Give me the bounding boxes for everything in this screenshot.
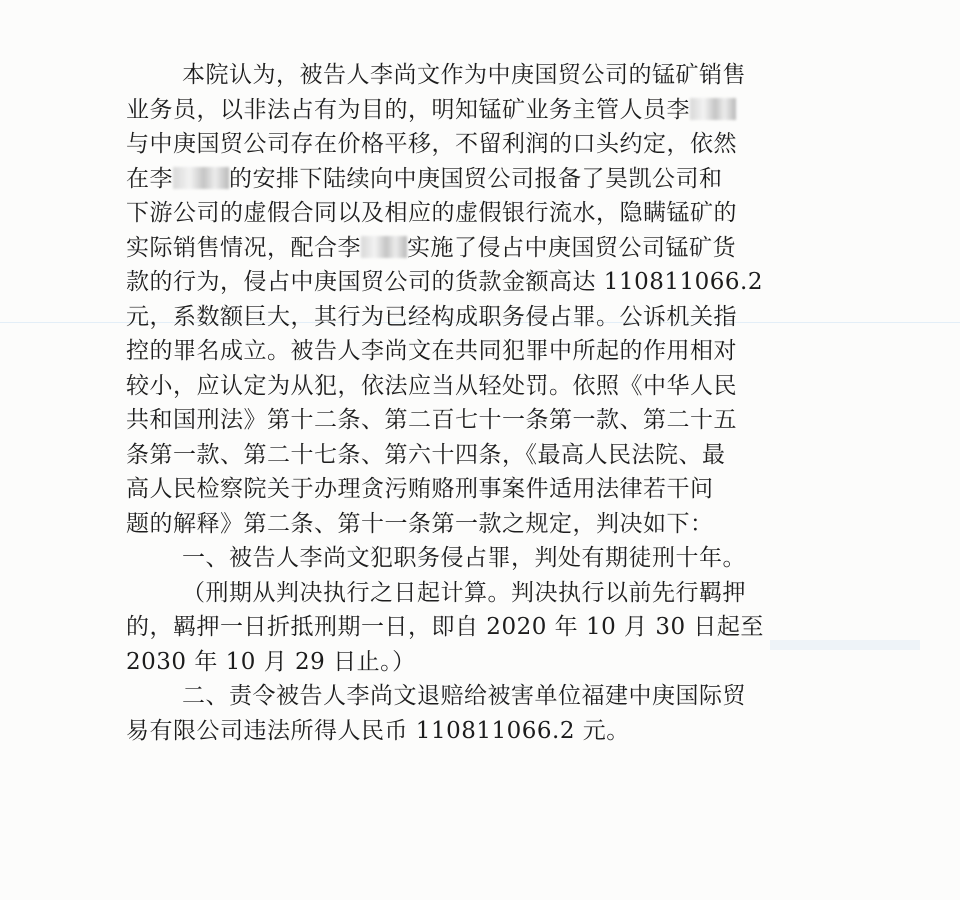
text-line: 下游公司的虚假合同以及相应的虚假银行流水，隐瞒锰矿的 bbox=[126, 200, 737, 226]
verdict-item-1: 一、被告人李尚文犯职务侵占罪，判处有期徒刑十年。 bbox=[182, 545, 746, 571]
text-line: 款的行为，侵占中庚国贸公司的货款金额高达 110811066.2 bbox=[126, 269, 763, 295]
text-line: 在李 的安排下陆续向中庚国贸公司报备了昊凯公司和 bbox=[126, 165, 723, 192]
text-line: 实际销售情况，配合李 实施了侵占中庚国贸公司锰矿货 bbox=[126, 234, 736, 261]
text-line: 较小，应认定为从犯，依法应当从轻处罚。依照《中华人民 bbox=[126, 372, 737, 399]
text-line: 高人民检察院关于办理贪污贿赂刑事案件适用法律若干问 bbox=[126, 476, 714, 502]
judgment-text bbox=[126, 58, 826, 748]
text-line: 与中庚国贸公司存在价格平移，不留利润的口头约定，依然 bbox=[126, 131, 737, 157]
text-line: 的，羁押一日折抵刑期一日，即自 2020 年 10 月 30 日起至 bbox=[126, 614, 764, 640]
text-line: 条第一款、第二十七条、第六十四条，《最高人民法院、最 bbox=[126, 441, 726, 468]
text-line: 元，系数额巨大，其行为已经构成职务侵占罪。公诉机关指 bbox=[126, 303, 737, 330]
text-line: 共和国刑法》第十二条、第二百七十一条第一款、第二十五 bbox=[126, 407, 737, 433]
text-line: 题的解释》第二条、第十一条第一款之规定，判决如下： bbox=[126, 510, 714, 537]
verdict-item-2: 二、责令被告人李尚文退赔给被害单位福建中庚国际贸 bbox=[182, 683, 746, 709]
text-line: 控的罪名成立。被告人李尚文在共同犯罪中所起的作用相对 bbox=[126, 338, 737, 364]
text-line: 2030 年 10 月 29 日止。） bbox=[126, 648, 416, 675]
text-line: （刑期从判决执行之日起计算。判决执行以前先行羁押 bbox=[182, 579, 746, 606]
text-line: 易有限公司违法所得人民币 110811066.2 元。 bbox=[126, 717, 630, 744]
redaction-blur bbox=[690, 98, 736, 120]
redaction-blur bbox=[361, 236, 407, 258]
text-line: 业务员，以非法占有为目的，明知锰矿业务主管人员李 bbox=[126, 93, 826, 128]
redaction-blur bbox=[173, 167, 229, 189]
text-line: 本院认为，被告人李尚文作为中庚国贸公司的锰矿销售 bbox=[182, 62, 746, 88]
